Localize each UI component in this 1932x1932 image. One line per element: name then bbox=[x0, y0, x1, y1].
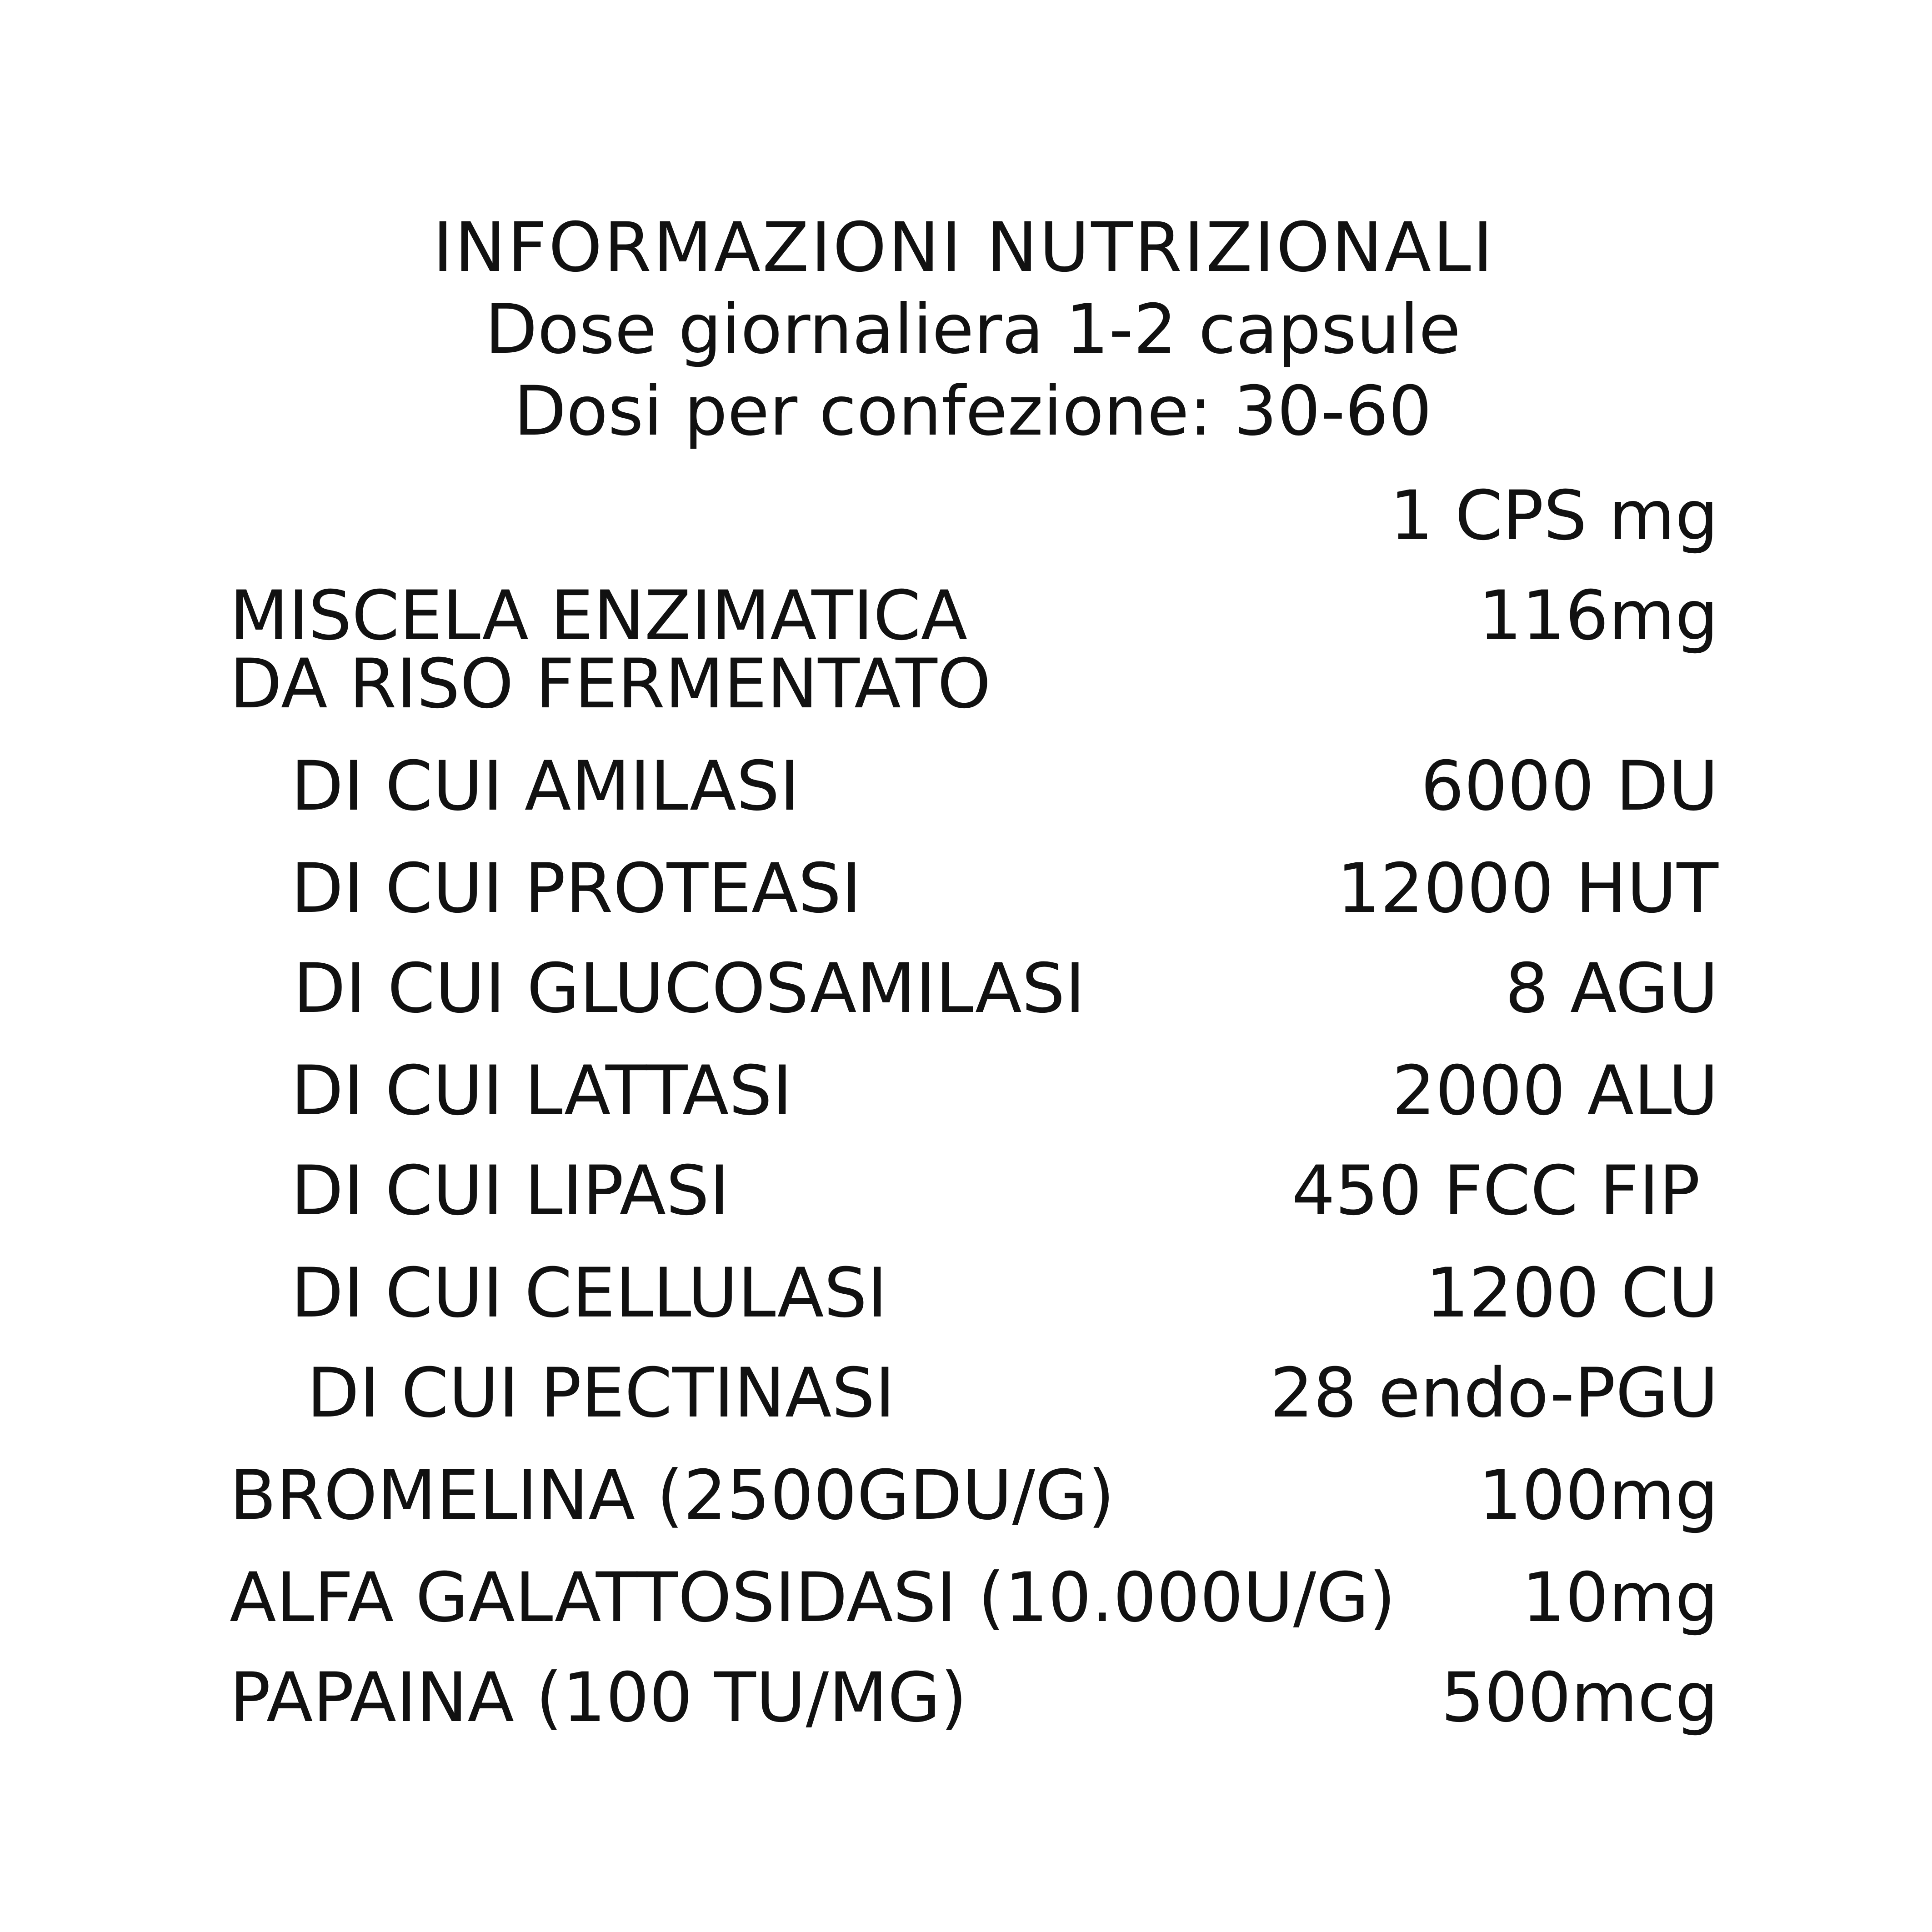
row-value: 116mg bbox=[1478, 576, 1718, 656]
table-row bbox=[230, 747, 1718, 843]
table-row bbox=[230, 949, 1718, 1046]
row-label: BROMELINA (2500GDU/G) bbox=[230, 1456, 1115, 1535]
row-label-line-2: DA RISO FERMENTATO bbox=[230, 645, 991, 724]
row-label: DI CUI CELLULASI bbox=[291, 1254, 887, 1333]
table-row bbox=[230, 1151, 1718, 1248]
row-label: DI CUI PECTINASI bbox=[307, 1354, 895, 1433]
table-row bbox=[230, 1354, 1718, 1450]
row-value: 2000 ALU bbox=[1392, 1051, 1718, 1131]
row-value: 12000 HUT bbox=[1336, 849, 1718, 928]
table-row bbox=[230, 1456, 1718, 1552]
table-row bbox=[230, 849, 1718, 946]
row-value: 100mg bbox=[1478, 1456, 1718, 1535]
doses-per-pack-text: Dosi per confezione: 30-60 bbox=[514, 372, 1432, 451]
row-label: DI CUI LIPASI bbox=[291, 1151, 730, 1231]
row-value: 500mcg bbox=[1441, 1658, 1718, 1737]
row-label: PAPAINA (100 TU/MG) bbox=[230, 1658, 967, 1737]
row-value: 1200 CU bbox=[1426, 1254, 1718, 1333]
table-row bbox=[230, 1658, 1718, 1755]
table-row bbox=[230, 1254, 1718, 1350]
row-value: 28 endo-PGU bbox=[1270, 1354, 1718, 1433]
row-label-line-1: MISCELA ENZIMATICA bbox=[230, 576, 968, 656]
table-row bbox=[230, 576, 1718, 724]
row-value: 6000 DU bbox=[1421, 747, 1718, 826]
row-value: 10mg bbox=[1522, 1558, 1718, 1637]
page-title: INFORMAZIONI NUTRIZIONALI bbox=[432, 208, 1495, 287]
row-value: 450 FCC FIP bbox=[1291, 1151, 1700, 1231]
row-label: ALFA GALATTOSIDASI (10.000U/G) bbox=[230, 1558, 1396, 1637]
column-header-unit: 1 CPS mg bbox=[1390, 476, 1718, 556]
daily-dose-text: Dose giornaliera 1-2 capsule bbox=[485, 290, 1461, 369]
row-label: DI CUI AMILASI bbox=[291, 747, 800, 826]
table-row bbox=[230, 1051, 1718, 1148]
row-label: DI CUI LATTASI bbox=[291, 1051, 792, 1131]
row-label bbox=[230, 576, 991, 724]
table-row bbox=[230, 1558, 1718, 1655]
row-label: DI CUI PROTEASI bbox=[291, 849, 862, 928]
row-label: DI CUI GLUCOSAMILASI bbox=[293, 949, 1086, 1028]
row-value: 8 AGU bbox=[1505, 949, 1718, 1028]
